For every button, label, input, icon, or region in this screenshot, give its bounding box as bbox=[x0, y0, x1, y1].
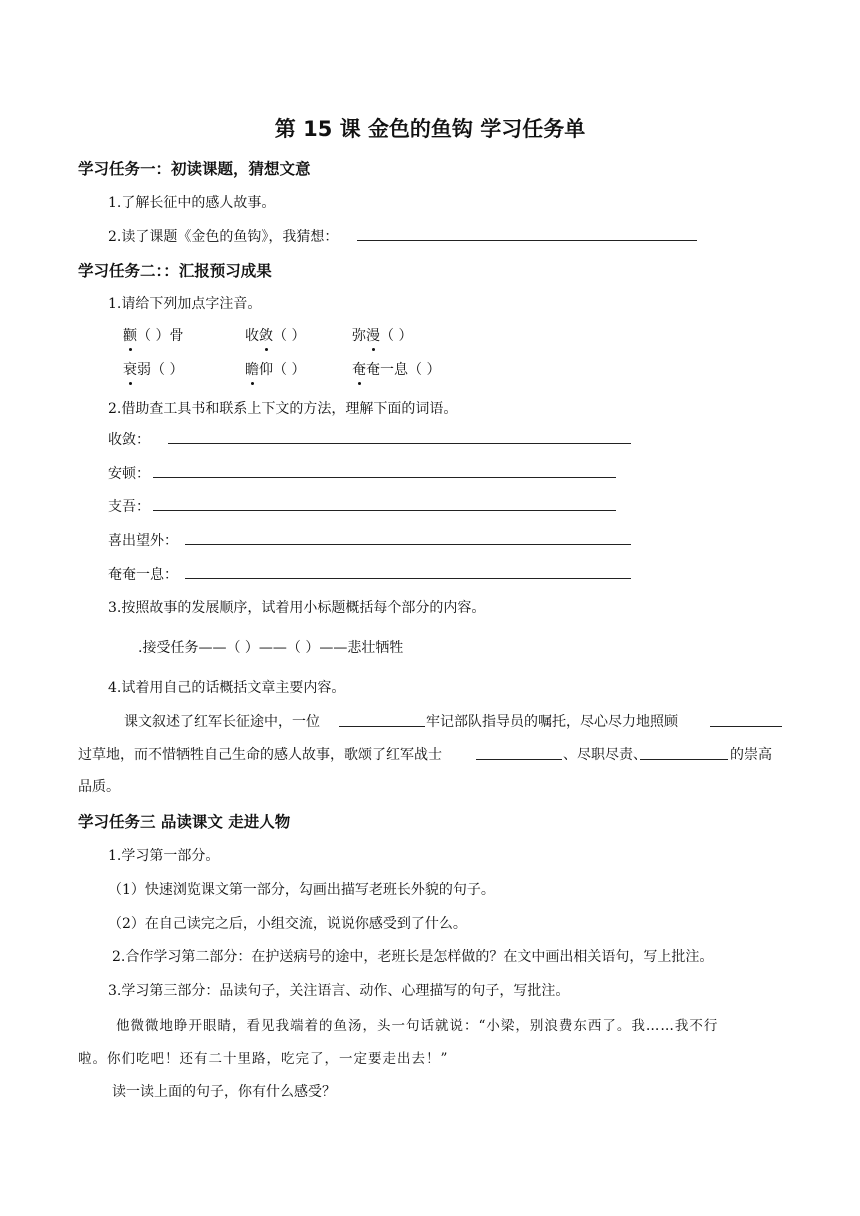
task1-item1: 1.了解长征中的感人故事。 bbox=[108, 195, 276, 211]
task1-item2: 2.读了课题《金色的鱼钩》，我猜想： bbox=[108, 229, 339, 245]
summary-text-2b: 、尽职尽责、 bbox=[563, 747, 647, 763]
task3-question: 读一读上面的句子，你有什么感受？ bbox=[112, 1084, 336, 1100]
summary-text-2c: 的崇高 bbox=[730, 747, 772, 763]
story-sequence: .接受任务——（ ）——（ ）——悲壮牺牲 bbox=[138, 640, 404, 656]
pinyin-item-shuairuo: 衰弱（ ） bbox=[123, 359, 183, 379]
word-label-yanyanyixi: 奄奄一息： bbox=[108, 567, 178, 583]
quote-line-2: 啦。你们吃吧！还有二十里路，吃完了，一定要走出去！” bbox=[78, 1051, 449, 1067]
word-answer-line[interactable] bbox=[153, 477, 616, 478]
task2-item3: 3.按照故事的发展顺序，试着用小标题概括每个部分的内容。 bbox=[108, 600, 486, 616]
task3-item1: 1.学习第一部分。 bbox=[108, 848, 220, 864]
task1-heading: 学习任务一：初读课题，猜想文意 bbox=[78, 160, 311, 178]
task3-item2: 2.合作学习第二部分：在护送病号的途中，老班长是怎样做的？在文中画出相关语句，写上批注。 bbox=[112, 949, 714, 965]
summary-blank-1[interactable] bbox=[339, 726, 425, 727]
summary-text-1b: 牢记部队指导员的嘱托，尽心尽力地照顾 bbox=[426, 714, 678, 730]
summary-blank-2[interactable] bbox=[710, 726, 782, 727]
summary-text-2a: 过草地，而不惜牺牲自己生命的感人故事，歌颂了红军战士 bbox=[78, 747, 442, 763]
guess-answer-line[interactable] bbox=[357, 240, 697, 241]
summary-blank-3[interactable] bbox=[476, 759, 562, 760]
pinyin-item-quangu: 颧（ ）骨 bbox=[123, 325, 183, 345]
task3-item1-2: （2）在自己读完之后，小组交流，说说你感受到了什么。 bbox=[108, 916, 467, 932]
pinyin-item-zhanyang: 瞻仰（ ） bbox=[245, 359, 305, 379]
page-title: 第 15 课 金色的鱼钩 学习任务单 bbox=[274, 117, 586, 141]
word-answer-line[interactable] bbox=[185, 578, 631, 579]
task2-item4: 4.试着用自己的话概括文章主要内容。 bbox=[108, 680, 346, 696]
task2-heading: 学习任务二：：汇报预习成果 bbox=[78, 262, 272, 280]
pinyin-item-miman: 弥漫（ ） bbox=[352, 325, 412, 345]
task2-item1: 1.请给下列加点字注音。 bbox=[108, 296, 262, 312]
word-answer-line[interactable] bbox=[153, 510, 616, 511]
task2-item2: 2.借助查工具书和联系上下文的方法，理解下面的词语。 bbox=[108, 401, 458, 417]
pinyin-item-shoulian: 收敛（ ） bbox=[245, 325, 305, 345]
summary-text-3: 品质。 bbox=[78, 779, 120, 795]
word-label-xichuwangwai: 喜出望外： bbox=[108, 533, 178, 549]
word-label-zhiwu: 支吾： bbox=[108, 499, 150, 515]
task3-heading: 学习任务三 品读课文 走进人物 bbox=[78, 813, 291, 831]
task3-item3: 3.学习第三部分：品读句子，关注语言、动作、心理描写的句子，写批注。 bbox=[108, 983, 570, 999]
task3-item1-1: （1）快速浏览课文第一部分，勾画出描写老班长外貌的句子。 bbox=[108, 882, 495, 898]
word-label-andun: 安顿： bbox=[108, 466, 150, 482]
pinyin-item-yanyanyixi: 奄奄一息（ ） bbox=[352, 359, 440, 379]
summary-blank-4[interactable] bbox=[640, 759, 728, 760]
word-answer-line[interactable] bbox=[185, 544, 631, 545]
word-answer-line[interactable] bbox=[168, 443, 631, 444]
word-label-shoulian: 收敛： bbox=[108, 432, 150, 448]
quote-line-1: 他微微地睁开眼睛，看见我端着的鱼汤，头一句话就说：“小梁，别浪费东西了。我……我不行 bbox=[116, 1018, 719, 1034]
summary-text-1a: 课文叙述了红军长征途中，一位 bbox=[124, 714, 320, 730]
